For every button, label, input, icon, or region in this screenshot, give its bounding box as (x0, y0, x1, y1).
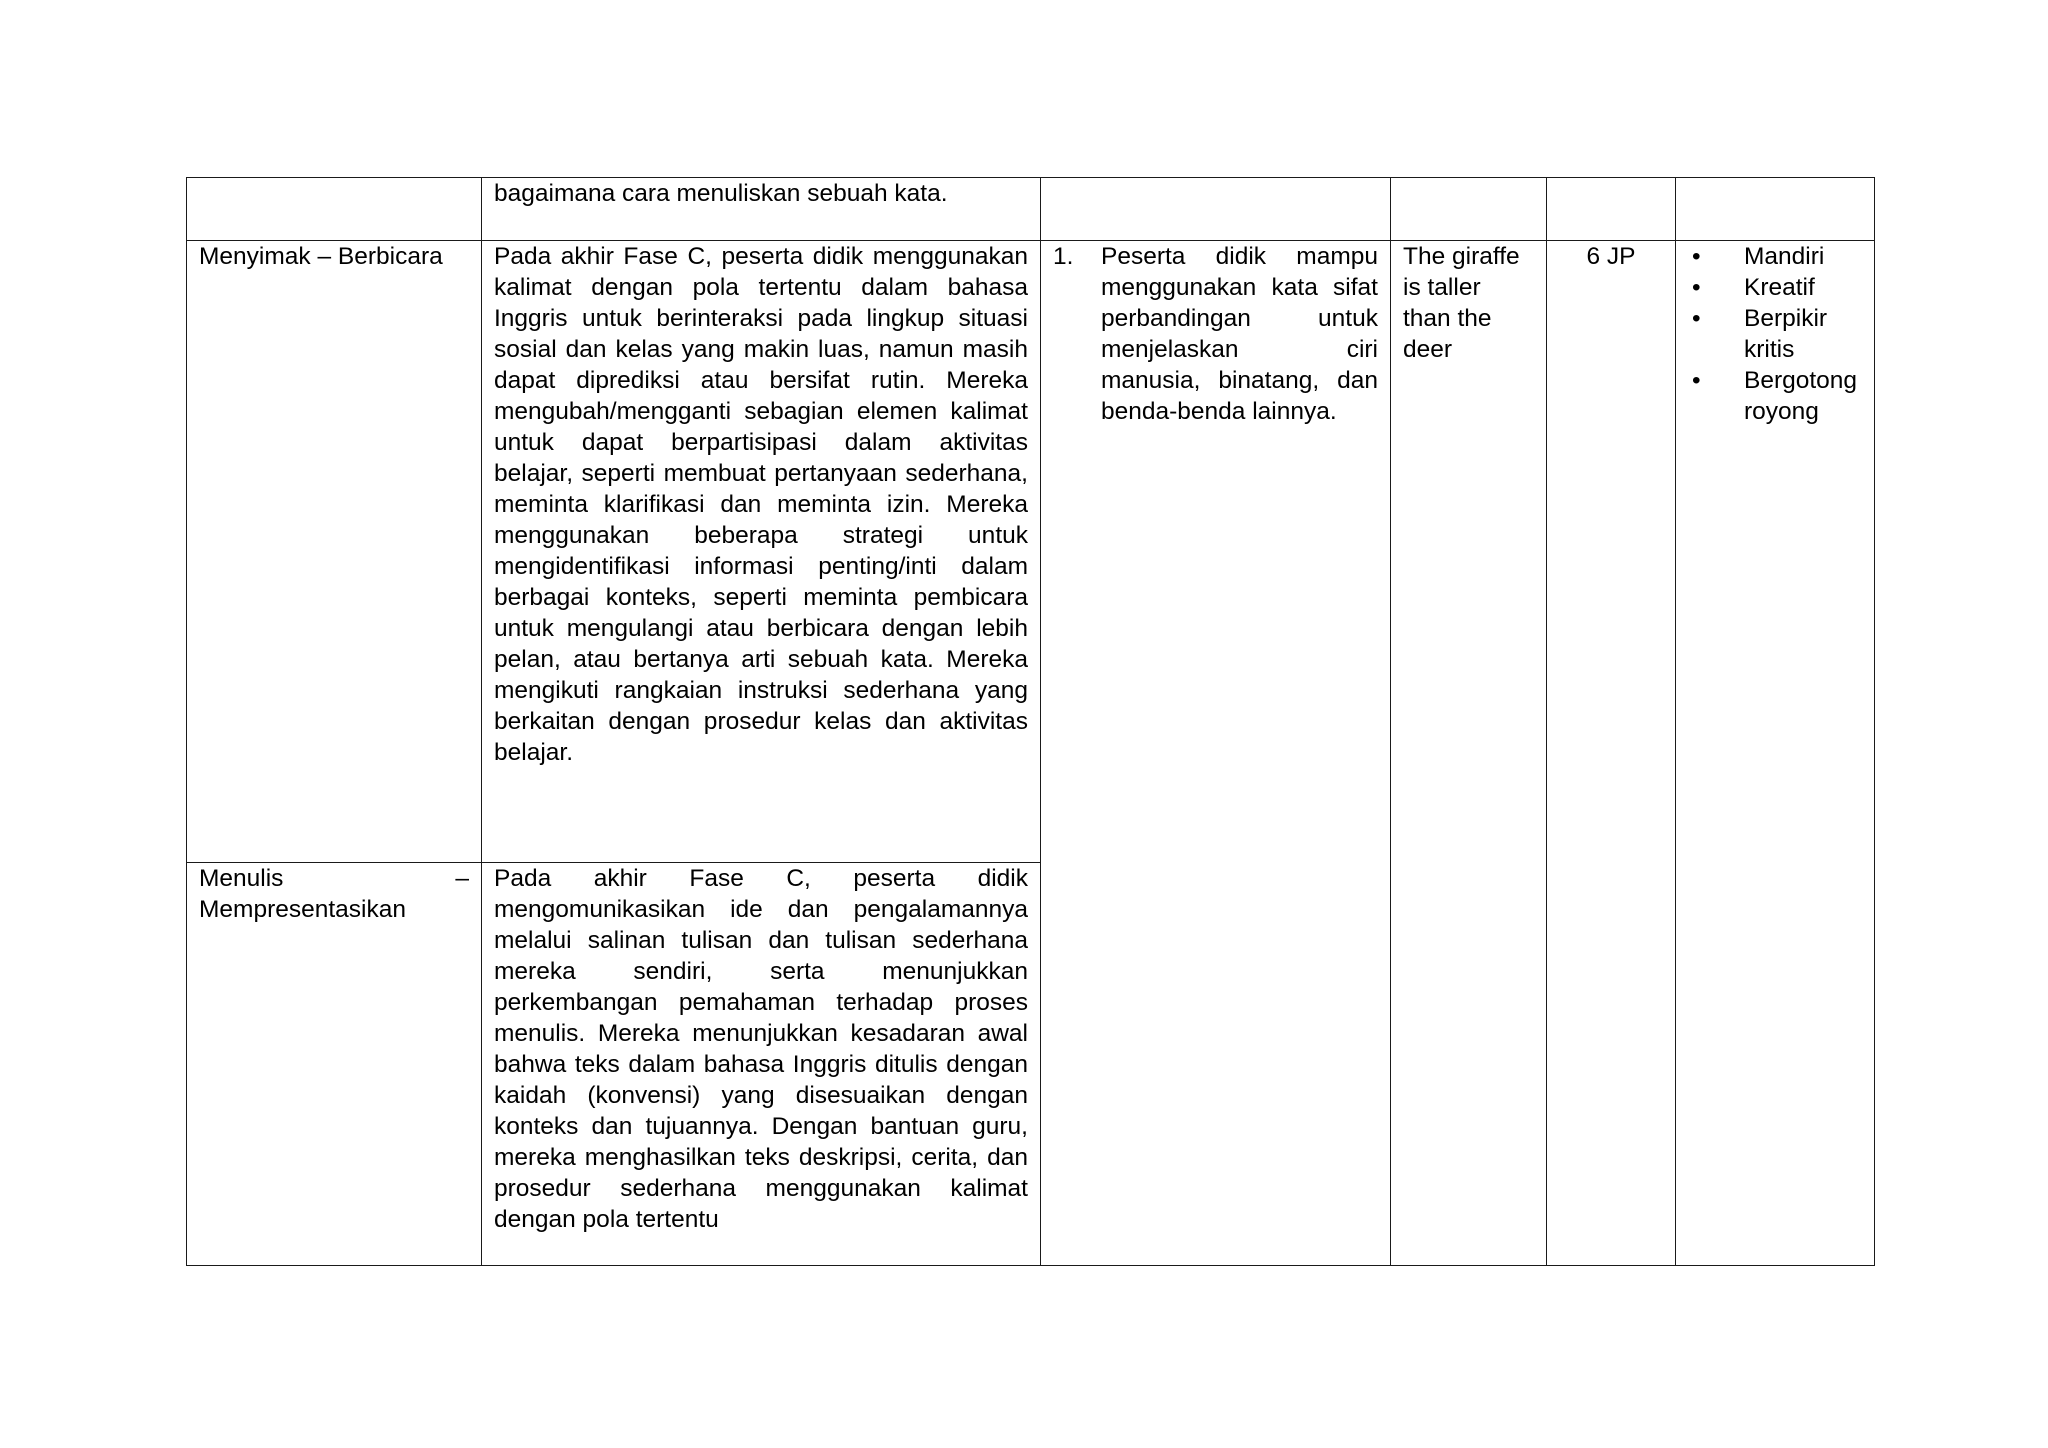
cp-cell (482, 178, 1041, 241)
value-label: Kreatif (1744, 274, 1815, 301)
element-label: Menyimak – Berbicara (199, 243, 443, 270)
list-item (1688, 272, 1862, 303)
cp-cell (482, 863, 1041, 1266)
element-label-dash: – (455, 865, 469, 892)
goal-number: 1. (1053, 243, 1074, 270)
value-label: Berpikir kritis (1744, 305, 1828, 363)
element-label-part2: Mempresentasikan (199, 896, 406, 923)
table-row (187, 178, 1875, 241)
material-text: The giraffe is taller than the deer (1403, 243, 1520, 363)
list-item (1688, 241, 1862, 272)
bullet-icon: • (1692, 367, 1701, 394)
bullet-icon: • (1692, 274, 1701, 301)
element-cell (187, 241, 482, 863)
material-cell (1391, 178, 1547, 241)
cp-text: Pada akhir Fase C, peserta didik menggunakan kalimat dengan pola tertentu dalam bahasa Inggris untuk berinteraksi pada lingkup situasi sosial dan kelas yang makin luas, namun masih dapat diprediksi atau bersifat rutin. Mereka mengubah/mengganti sebagian elemen kalimat untuk dapat berpartisipasi dalam aktivitas belajar, seperti membuat pertanyaan sederhana, meminta klarifikasi dan meminta izin. Mereka menggunakan beberapa strategi untuk mengidentifikasi informasi penting/inti dalam berbagai konteks, seperti meminta pembicara untuk mengulangi atau berbicara dengan lebih pelan, atau bertanya arti sebuah kata. Mereka mengikuti rangkaian instruksi sederhana yang berkaitan dengan prosedur kelas dan aktivitas belajar. (494, 243, 1028, 766)
cp-text: Pada akhir Fase C, peserta didik mengomunikasikan ide dan pengalamannya melalui salinan tulisan dan tulisan sederhana mereka sendiri, serta menunjukkan perkembangan pemahaman terhadap proses menulis. Mereka menunjukkan kesadaran awal bahwa teks dalam bahasa Inggris ditulis dengan kaidah (konvensi) yang disesuaikan dengan konteks dan tujuannya. Dengan bantuan guru, mereka menghasilkan teks deskripsi, cerita, dan prosedur sederhana menggunakan kalimat dengan pola tertentu (494, 865, 1028, 1233)
value-label: Bergotong royong (1744, 367, 1858, 425)
values-cell (1676, 178, 1875, 241)
value-label: Mandiri (1744, 243, 1825, 270)
bullet-icon: • (1692, 305, 1701, 332)
element-label-part1: Menulis (199, 865, 284, 892)
bullet-icon: • (1692, 243, 1701, 270)
table-row (187, 241, 1875, 863)
cp-continuation-text: bagaimana cara menuliskan sebuah kata. (494, 180, 948, 207)
cp-cell (482, 241, 1041, 863)
element-cell (187, 178, 482, 241)
values-cell (1676, 241, 1875, 1266)
values-list (1688, 241, 1862, 427)
material-cell (1391, 241, 1547, 1266)
goal-text: Peserta didik mampu menggunakan kata sifat perbandingan untuk menjelaskan ciri manusia, binatang, dan benda-benda lainnya. (1101, 243, 1378, 425)
time-allocation: 6 JP (1586, 243, 1636, 270)
element-cell (187, 863, 482, 1266)
goal-item (1053, 241, 1378, 427)
learning-table (186, 177, 1875, 1266)
time-cell (1547, 178, 1676, 241)
list-item (1688, 365, 1862, 427)
goal-cell (1041, 178, 1391, 241)
time-cell (1547, 241, 1676, 1266)
list-item (1688, 303, 1862, 365)
goal-cell (1041, 241, 1391, 1266)
element-label-line (199, 863, 469, 894)
